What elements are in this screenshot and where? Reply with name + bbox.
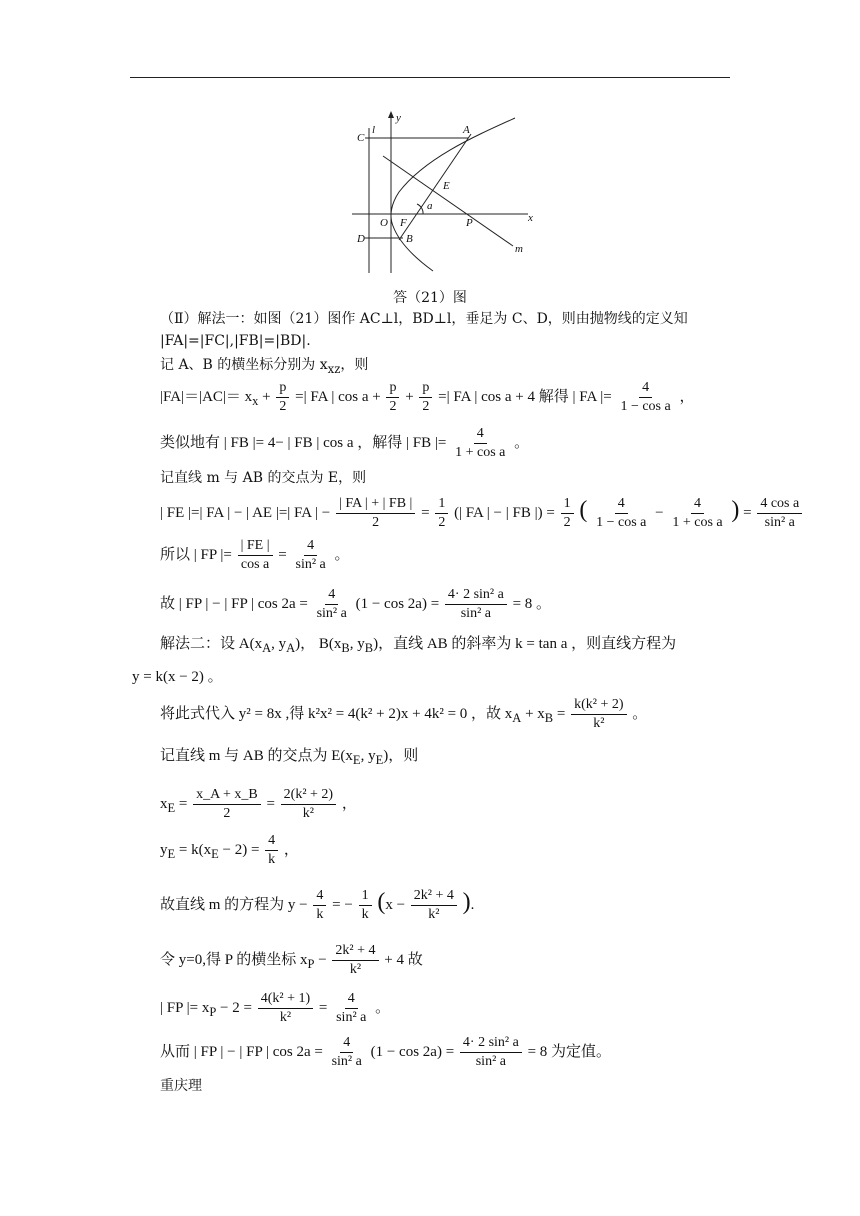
line-14: $x_E$ = $\frac{x\_A + x\_B}{2}$ = $\frac{\text{2(k² + 2)}}{\text{k²}}$ ， [160,787,357,822]
label-l: l [372,124,376,136]
label-O: O [380,217,388,229]
line-1: （Ⅱ）解法一：如图（21）图作 AC⊥l，BD⊥l，垂足为 C、D，则由抛物线的定义知 [160,311,688,327]
line-16: 故直线 m 的方程为 y − $\frac{4}{k}$ = − $\frac{1}{k}$ (x − $\frac{\text{2k² + 4}}{\text{k²}}$ ). [160,888,475,923]
parabola-figure [345,108,545,278]
y-axis-arrow [388,111,394,118]
line-15: $y_E = k(x_E - 2)$ = $\frac{4}{k}$ ， [160,833,299,868]
line-19: 从而 | FP | − | FP | cos 2a = $\frac{4}{\text{sin² a}}$ (1 − cos 2a) = $\frac{\text{4· 2 sin² a}}{\text{sin² a}}$ = 8 为定值。 [160,1035,612,1070]
line-20: 重庆理 [160,1078,202,1094]
line-17: 令 y=0,得 P 的横坐标 $x_P$ − $\frac{\text{2k² + 4}}{\text{k²}}$ + 4 故 [160,943,423,978]
figure-caption: 答（21）图 [393,290,467,306]
chord-ab [399,134,471,240]
label-B: B [406,233,413,245]
line-9: 故 | FP | − | FP | cos 2a = $\frac{4}{\text{sin² a}}$ (1 − cos 2a) = $\frac{\text{4· 2 sin² a}}{\text{sin² a}}$ = 8 。 [160,587,552,622]
line-6: 记直线 m 与 AB 的交点为 E，则 [160,470,367,486]
line-8: 所以 | FP |= $\frac{| FE |}{\text{cos a}}$ = $\frac{4}{\text{sin² a}}$ 。 [160,538,350,573]
label-D: D [357,233,365,245]
line-2: |FA|=|FC|,|FB|=|BD|. [160,333,311,349]
header-rule [130,77,730,78]
label-m: m [515,243,523,255]
label-P: P [466,217,473,229]
line-10: 解法二：设 $A(x_A$, $y_A$)， $B(x_B$, $y_B$)，直线 AB 的斜率为 k = tan a ，则直线方程为 [160,636,677,655]
label-E: E [443,180,450,192]
line-7: | FE |=| FA | − | AE |=| FA | − $\frac{| FA | + | FB |}{2}$ = $\frac{1}{2}$ (| FA | − | FB |) = $\frac{1}{2}$ ( $\frac{4}{\text{1 − cos a}}$ − $\frac{4}{\text{1 + cos a}}$ ) = $\frac{\text{4 cos a}}{\text{sin² a}}$ [160,490,804,533]
label-C: C [357,132,365,144]
label-A: A [463,124,470,136]
line-4: $|FA|=|AC|= x_x$ + $\frac{p}{2}$ =| FA | cos a + $\frac{p}{2}$ + $\frac{p}{2}$ =| FA | cos a + 4 解得 | FA |= $\frac{4}{\text{1 − cos a}}$ ， [160,380,695,415]
line-5: 类似地有 | FB |= 4− | FB | cos a ，解得 | FB |= $\frac{4}{\text{1 + cos a}}$ 。 [160,426,530,461]
label-F: F [400,217,407,229]
label-alpha: a [427,200,433,212]
line-3: 记 A、B 的横坐标分别为 $x_{xz}$，则 [160,357,369,376]
line-18: | FP |= $x_P - 2$ = $\frac{\text{4(k² + 1)}}{\text{k²}}$ = $\frac{4}{\text{sin² a}}$ 。 [160,991,391,1026]
line-m [383,156,513,246]
parabola [391,118,515,271]
line-13: 记直线 m 与 AB 的交点为 $E(x_E$, $y_E$)，则 [160,748,419,767]
line-12: 将此式代入 y² = 8x ,得 k²x² = 4(k² + 2)x + 4k² = 0 ，故 $x_A + x_B$ = $\frac{\text{k(k² + 2)}}{\text{k²}}$ 。 [160,697,648,732]
label-x: x [528,212,533,224]
label-y: y [396,112,401,124]
line-11: y = k(x − 2) 。 [132,669,223,685]
